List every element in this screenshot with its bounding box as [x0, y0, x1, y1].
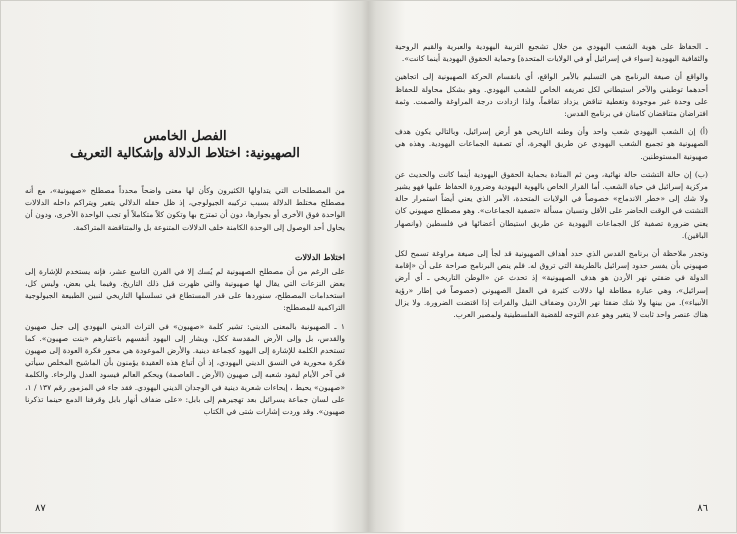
- paragraph: والواقع أن صيغة البرنامج هي التسليم بالأمر الواقع، أي بانقسام الحركة الصهيونية إلى اتجاهين أحدهما توطيني والآخر استيطاني لكل تعريفه الخاص للشعب اليهودي. وهو بشكل محاولة للحفاظ على وحدة غير موجودة وتغطية تناقض يزداد تفاقماً، ولذا ازدادت درجة المراوغة والصمت. وثمة افتراضان متناقضان كامنان في برنامج القدس:: [395, 72, 708, 119]
- intro-paragraph: من المصطلحات التي يتداولها الكثيرون وكأن لها معنى واضحاً محدداً مصطلح «صهيونية»، مع أنه مصطلح مختلط الدلالة بسبب تركيبه الجيولوجي، إذ ظل حقله الدلالي يتغير ويتراكم داخله الدلالات الواحدة فوق الأخرى أو بجوارها، دون أن تمتزج بها وتكون كلاً متكاملاً أو تجب الواحدة الأخرى، ودون أن يحاول أحد الوصول إلى الوحدة الكامنة خلف الدلالات المتنوعة بل والمتناقضة المتراكمة.: [25, 186, 345, 232]
- page-number: ٨٧: [35, 503, 46, 514]
- section-heading: اختلاط الدلالات: [294, 251, 345, 262]
- right-page: [371, 1, 737, 534]
- paragraph: ١ ـ الصهيونية بالمعنى الديني: تشير كلمة «صهيون» في التراث الديني اليهودي إلى جبل صهيون والقدس، بل وإلى الأرض المقدسة ككل، ويشار إلى اليهود أنفسهم باعتبارهم «بنت صهيون». كما تستخدم الكلمة للإشارة إلى اليهود كجماعة دينية. والأرض الموعودة هي محور فكرة العودة إلى صهيون فكرة محورية في النسق الديني اليهودي، إذ أن أتباع هذه العقيدة يؤمنون بأن الماشيح المخلص سيأتي في آخر الأيام ليقود شعبه إلى صهيون (الأرض ـ العاصمة) ويحكم العالم فيسود العدل والرخاء. والكلمة «صهيون» يحيط ، إيحاءات شعرية دينية في الوجدان الديني اليهودي. فقد جاء في المزمور رقم ١٣٧ / ١، على لسان جماعة يسرائيل بعد تهجيرهم إلى بابل: «على ضفاف أنهار بابل وقرفنا الدمع حينما تذكرنا صهيون». وقد وردت إشارات شتى في الكتاب: [25, 321, 345, 417]
- paragraph: وتجدر ملاحظة أن برنامج القدس الذي حدد أهداف الصهيونية قد لجأ إلى صيغة مراوغة تسمح لكل صهيوني بأن يفسر حدود إسرائيل بالطريقة التي تروق له. فلم ينص البرنامج صراحة على أن «إقامة الدولة في ضفتي نهر الأردن هو هدف الصهيونية» إذ تحدث عن «الوطن التاريخي ـ أي أرض إسرائيل»، وهي عبارة مطاطة لها دلالات كثيرة في العقل الصهيوني (خصوصاً في إطار «رؤية الأنبياء»). من بينها ولا شك ضفتا نهر الأردن وضفاف النيل والفرات إذا اقتضت الضرورة. ولا يزال هناك عنصر واحد ثابت لا يتغير وهو عدم التوجه للقضية الفلسطينية ولمصير العرب.: [395, 249, 708, 320]
- paragraph: على الرغم من أن مصطلح الصهيونية لم يُسك إلا في القرن التاسع عشر، فإنه يستخدم للإشارة إلى بعض النزعات التي يقال لها صهيونية والتي ظهرت قبل ذلك التاريخ. وفيما يلي بعض، وليس كل، استخدامات المصطلح، سنوردها على قدر المستطاع في تسلسلها التاريخي لنبين الطبيعة الجيولوجية التراكمية للمصطلح:: [25, 266, 345, 313]
- chapter-number: الفصل الخامس: [143, 129, 227, 144]
- left-page: [1, 1, 367, 534]
- page-number: ٨٦: [697, 503, 708, 514]
- paragraph: (ب) إن حالة التشتت حالة نهائية، ومن ثم المنادة بحماية الحقوق اليهودية أينما كانت والحديث عن مركزية إسرائيل في حياة الشعب. أما القرار الخاص بالهوية اليهودية وضرورة الحفاظ عليها فهو يشير ولا شك إلى «خطر الاندماج» خصوصاً في الولايات المتحدة، الأمر الذي يعني أيضاً استمرار حالة التشتت في الوقت الحاضر على الأقل وتسيان مسألة «تصفية الجماعات». وهو مصطلح صهيوني كان يعني ضرورة تصفية كل الجماعات اليهودية عن طريق استيطان أعضائها في فلسطين (وانصهار الباقين).: [395, 169, 708, 240]
- chapter-title: الصهيونية: اختلاط الدلالة وإشكالية التعريف: [70, 146, 300, 161]
- paragraph: ـ الحفاظ على هوية الشعب اليهودي من خلال تشجيع التربية اليهودية والعبرية والقيم الروحية والثقافية اليهودية [سواء في إسرائيل أو في الولايات المتحدة] وحماية الحقوق اليهودية أينما كانت».: [395, 42, 708, 64]
- paragraph: (أ) إن الشعب اليهودي شعب واحد وأن وطنه التاريخي هو أرض إسرائيل، وبالتالي يكون هدف الصهيونية هو تجميع الشعب اليهودي عن طريق الهجرة، أي تصفية الجماعات اليهودية. وهذه هي صهيونية المستوطنين.: [395, 127, 708, 161]
